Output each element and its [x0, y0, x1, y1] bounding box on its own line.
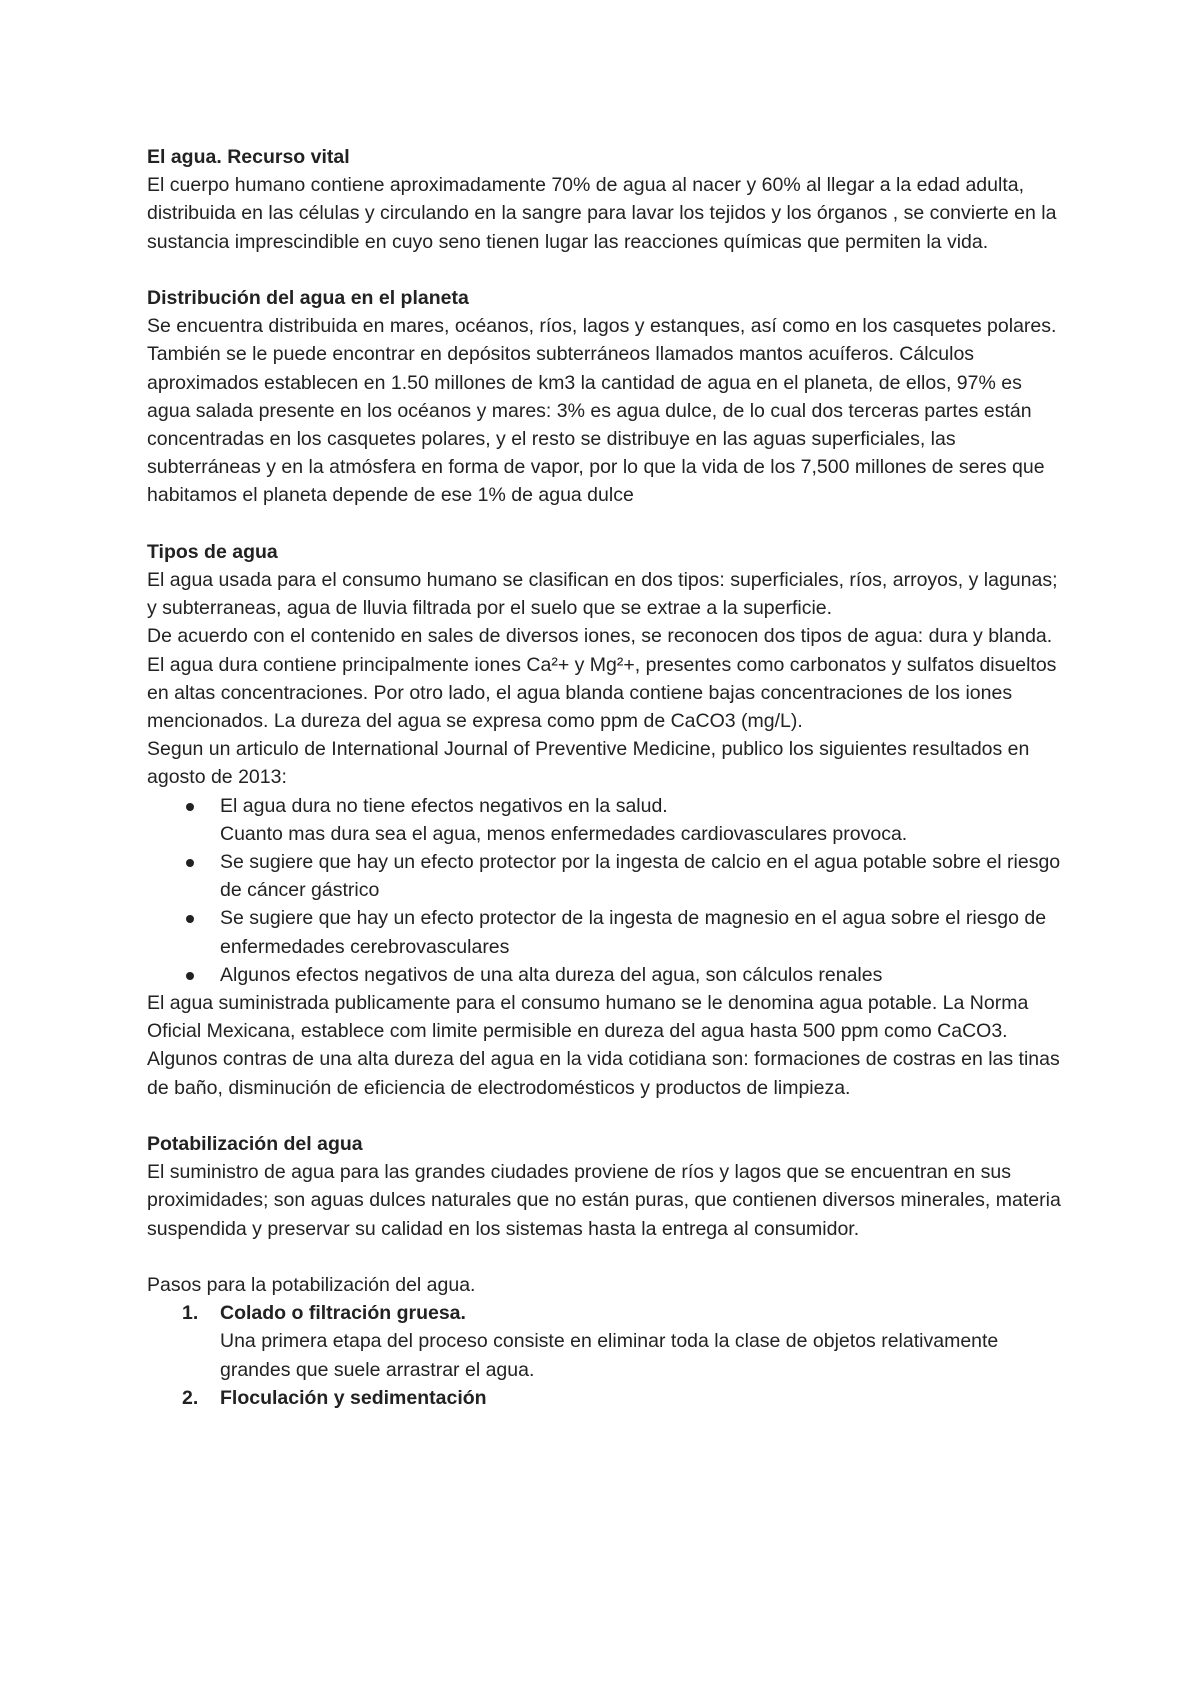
- list-item: [220, 792, 1067, 848]
- list-item: [182, 1384, 1067, 1412]
- paragraph: El agua usada para el consumo humano se clasifican en dos tipos: superficiales, ríos, arroyos, y lagunas; y subterraneas, agua de lluvia filtrada por el suelo que se extrae a la superficie.: [147, 569, 1058, 620]
- paragraph: El cuerpo humano contiene aproximadamente 70% de agua al nacer y 60% al llegar a la edad adulta, distribuida en las células y circulando en la sangre para lavar los tejidos y los órganos , se convierte en la sustancia imprescindible en cuyo seno tienen lugar las reacciones químicas que permiten la vida.: [147, 174, 1057, 253]
- step-number: 2.: [182, 1386, 199, 1409]
- potabilization-steps-list: [147, 1299, 1067, 1412]
- section-title-distribucion: Distribución del agua en el planeta: [147, 287, 469, 309]
- results-bullet-list: [147, 792, 1067, 989]
- paragraph: El suministro de agua para las grandes ciudades proviene de ríos y lagos que se encuentran en sus proximidades; son aguas dulces naturales que no están puras, que contienen diversos minerales, materia suspendida y preservar su calidad en los sistemas hasta la entrega al consumidor.: [147, 1161, 1061, 1240]
- paragraph: De acuerdo con el contenido en sales de diversos iones, se reconocen dos tipos de agua: dura y blanda. El agua dura contiene principalmente iones Ca²+ y Mg²+, presentes como carbonatos y sulfatos disueltos en altas concentraciones. Por otro lado, el agua blanda contiene bajas concentraciones de los iones mencionados. La dureza del agua se expresa como ppm de CaCO3 (mg/L).: [147, 625, 1057, 733]
- document-page: [147, 143, 1067, 1412]
- spacer: [147, 510, 1067, 538]
- list-item: [182, 1299, 1067, 1384]
- paragraph: También se le puede encontrar en depósitos subterráneos llamados mantos acuíferos. Cálculos aproximados establecen en 1.50 millones de km3 la cantidad de agua en el planeta, de ellos, 97% es agua salada presente en los océanos y mares: 3% es agua dulce, de lo cual dos terceras partes están concentradas en los casquetes polares, y el resto se distribuye en las aguas superficiales, las subterráneas y en la atmósfera en forma de vapor, por lo que la vida de los 7,500 millones de seres que habitamos el planeta depende de ese 1% de agua dulce: [147, 343, 1045, 507]
- section-title-tipos-de-agua: Tipos de agua: [147, 540, 278, 563]
- list-item-text: El agua dura no tiene efectos negativos en la salud.: [220, 794, 668, 817]
- spacer: [147, 256, 1067, 284]
- paragraph: Segun un articulo de International Journal of Preventive Medicine, publico los siguientes resultados en agosto de 2013:: [147, 738, 1030, 789]
- paragraph: Algunos contras de una alta dureza del agua en la vida cotidiana son: formaciones de costras en las tinas de baño, disminución de eficiencia de electrodomésticos y productos de limpieza.: [147, 1048, 1060, 1099]
- list-item-text: Cuanto mas dura sea el agua, menos enfermedades cardiovasculares provoca.: [220, 822, 908, 845]
- list-item: Se sugiere que hay un efecto protector de la ingesta de magnesio en el agua sobre el riesgo de enfermedades cerebrovasculares: [220, 904, 1067, 960]
- step-title: Colado o filtración gruesa.: [220, 1302, 466, 1325]
- step-title: Floculación y sedimentación: [220, 1386, 487, 1409]
- step-description: Una primera etapa del proceso consiste en eliminar toda la clase de objetos relativamente grandes que suele arrastrar el agua.: [220, 1330, 999, 1381]
- spacer: [147, 1102, 1067, 1130]
- section-title-potabilizacion: Potabilización del agua: [147, 1133, 363, 1156]
- paragraph: Pasos para la potabilización del agua.: [147, 1274, 476, 1297]
- paragraph: Se encuentra distribuida en mares, océanos, ríos, lagos y estanques, así como en los casquetes polares.: [147, 315, 1057, 338]
- spacer: [147, 1243, 1067, 1271]
- list-item: Se sugiere que hay un efecto protector por la ingesta de calcio en el agua potable sobre el riesgo de cáncer gástrico: [220, 848, 1067, 904]
- section-title-agua-recurso-vital: El agua. Recurso vital: [147, 146, 350, 168]
- paragraph: El agua suministrada publicamente para el consumo humano se le denomina agua potable. La Norma Oficial Mexicana, establece com limite permisible en dureza del agua hasta 500 ppm como CaCO3.: [147, 992, 1029, 1043]
- step-number: 1.: [182, 1302, 199, 1325]
- list-item: Algunos efectos negativos de una alta dureza del agua, son cálculos renales: [220, 961, 1067, 989]
